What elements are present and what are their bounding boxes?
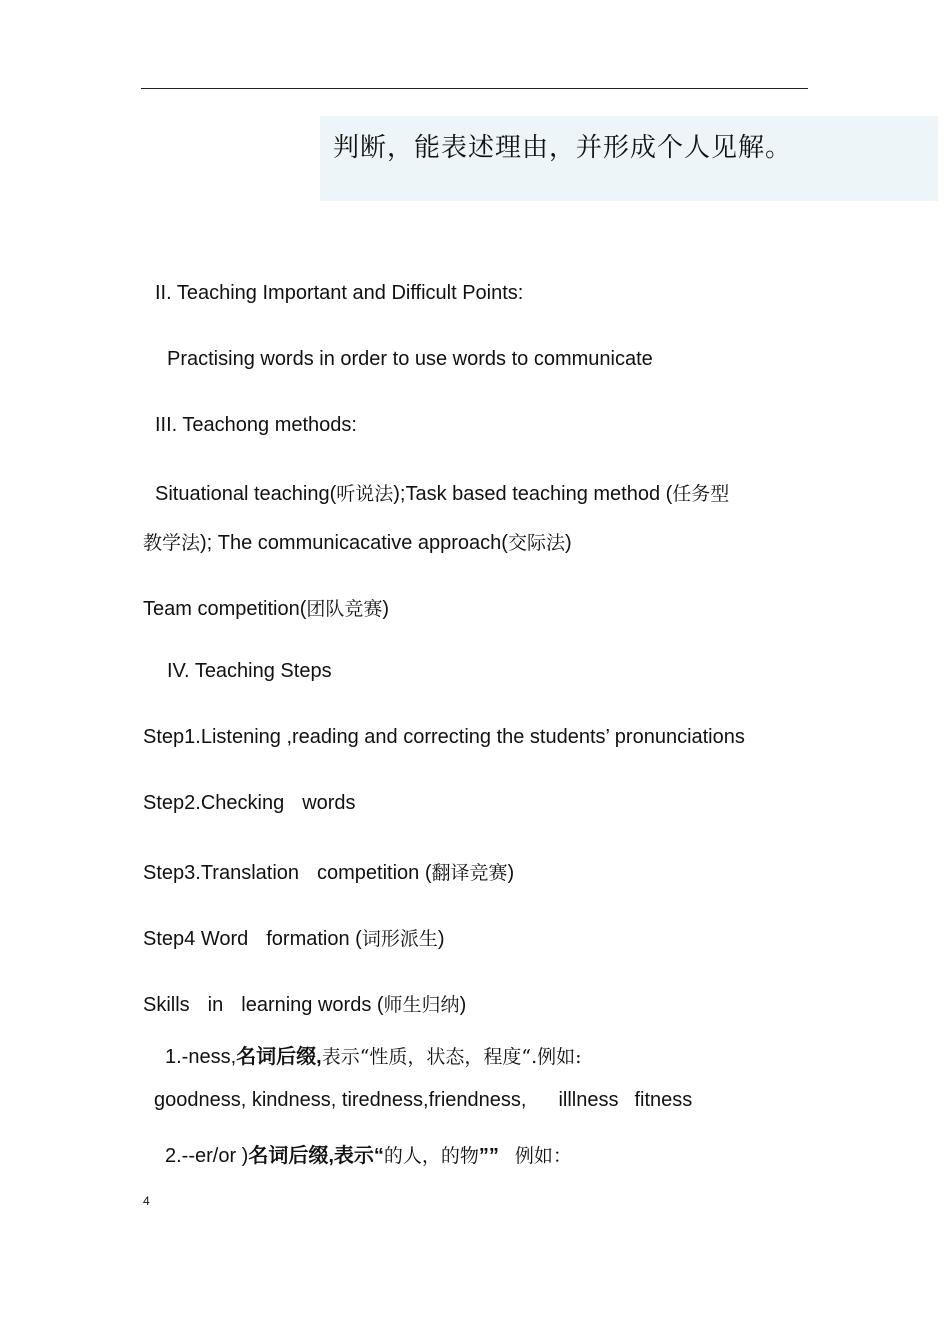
step-4: Step4 Word formation (词形派生) xyxy=(143,928,445,950)
step-1: Step1.Listening ,reading and correcting the students’ pronunciations xyxy=(143,726,745,748)
header-rule xyxy=(141,88,808,89)
heading-teaching-methods: III. Teachong methods: xyxy=(155,414,357,436)
suffix-item-1: 1.-ness,名词后缀,表示“性质，状态，程度“.例如: xyxy=(165,1046,582,1068)
shaded-text: 判断，能表述理由，并形成个人见解。 xyxy=(333,133,793,163)
step-3: Step3.Translation competition (翻译竞赛) xyxy=(143,862,515,884)
suffix-item-2: 2.--er/or )名词后缀,表示“的人，的物”” 例如： xyxy=(165,1145,572,1167)
points-text: Practising words in order to use words to communicate xyxy=(167,348,653,370)
heading-teaching-steps: IV. Teaching Steps xyxy=(167,660,332,682)
methods-line-1: Situational teaching(听说法);Task based teaching method (任务型 xyxy=(155,483,730,505)
heading-teaching-points: II. Teaching Important and Difficult Points: xyxy=(155,282,524,304)
skills-line: Skills in learning words (师生归纳) xyxy=(143,994,467,1016)
page-number: 4 xyxy=(143,1194,150,1208)
team-competition: Team competition(团队竞赛) xyxy=(143,598,390,620)
methods-line-2: 教学法); The communicacative approach(交际法) xyxy=(143,532,572,554)
examples-line-1: goodness, kindness, tiredness,friendness, illlness fitness xyxy=(154,1089,693,1111)
step-2: Step2.Checking words xyxy=(143,792,356,814)
